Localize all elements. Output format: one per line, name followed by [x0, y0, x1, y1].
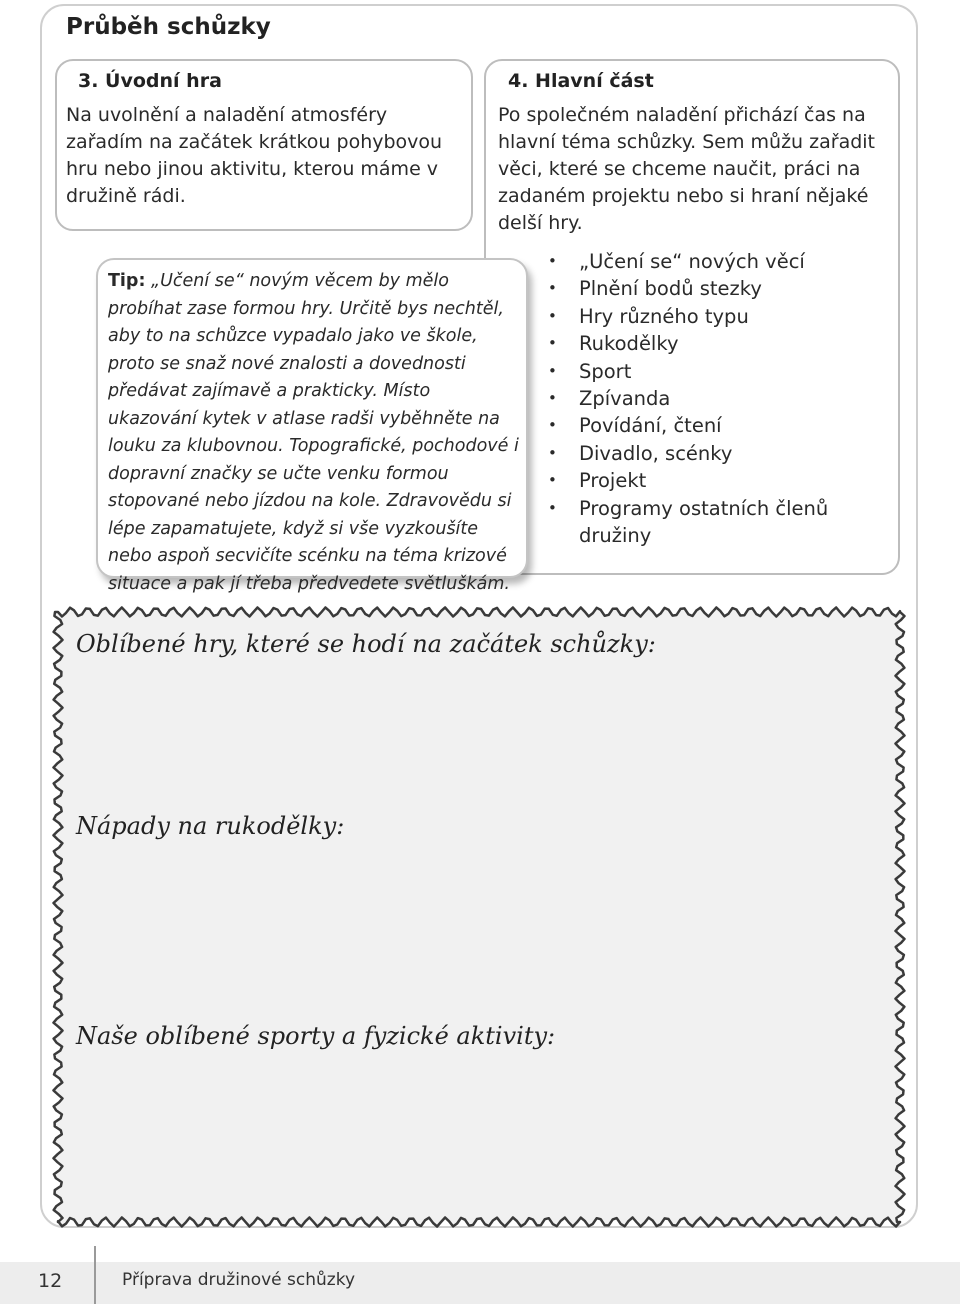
wavy-frame [54, 608, 905, 1227]
list-item-label: Plnění bodů stezky [579, 277, 762, 301]
bullet-icon: • [548, 416, 557, 435]
bullet-icon: • [548, 498, 557, 517]
intro-text: Na uvolnění a naladění atmosféry zařadím na začátek krátkou pohybovou hru nebo jinou aktivitu, kterou máme v družině rádi. [66, 104, 443, 207]
bullet-icon: • [548, 306, 557, 325]
bullet-icon: • [548, 471, 557, 490]
bullet-icon: • [548, 361, 557, 380]
notes-prompt-games: Oblíbené hry, které se hodí na začátek schůzky: [76, 630, 656, 658]
intro-heading: 3. Úvodní hra [78, 70, 222, 92]
bullet-icon: • [548, 334, 557, 353]
list-item-label: „Učení se“ nových věcí [579, 250, 805, 273]
notes-prompt-crafts: Nápady na rukodělky: [76, 812, 345, 840]
page-number: 12 [38, 1270, 63, 1292]
bullet-icon: • [548, 279, 557, 298]
list-item-label: Divadlo, scénky [579, 441, 733, 465]
bullet-icon: • [548, 252, 557, 270]
main-heading: 4. Hlavní část [508, 70, 654, 92]
list-item-label: Hry různého typu [579, 304, 749, 328]
list-item-label: Projekt [579, 469, 647, 493]
bullet-icon: • [548, 389, 557, 408]
list-item-label: Rukodělky [579, 332, 679, 356]
notes-prompt-sports: Naše oblíbené sporty a fyzické aktivity: [76, 1022, 556, 1050]
footer-divider [94, 1246, 96, 1304]
tip-body: „Učení se“ novým věcem by mělo probíhat zase formou hry. Určitě bys nechtěl, aby to na schůzce vypadalo jako ve škole, proto se snaž nové znalosti a dovednosti předávat zajímavě a prakticky. Místo ukazování kytek v atlase radši vyběhněte na louku za klubovnou. Topografické, pochodové i dopravní značky se učte venku formou stopované nebo jízdou na kole. Zdravovědu si lépe zapamatujete, když si vše vyzkoušíte nebo aspoň secvičíte scénku na téma krizové situace a pak jí třeba předvedete světluškám. [108, 271, 519, 594]
page-title: Průběh schůzky [66, 14, 271, 40]
list-item-label: Povídání, čtení [579, 414, 722, 438]
list-item-label: Programy ostatních členů družiny [579, 496, 829, 548]
tip-label: Tip: [108, 271, 146, 291]
footer-title: Příprava družinové schůzky [122, 1270, 356, 1290]
bullet-icon: • [548, 443, 557, 462]
list-item-label: Sport [579, 359, 632, 383]
main-text: Po společném naladění přichází čas na hlavní téma schůzky. Sem můžu zařadit věci, které se chceme naučit, práci na zadaném projektu nebo si hraní nějaké delší hry. [498, 104, 876, 234]
list-item-label: Zpívanda [579, 387, 671, 411]
